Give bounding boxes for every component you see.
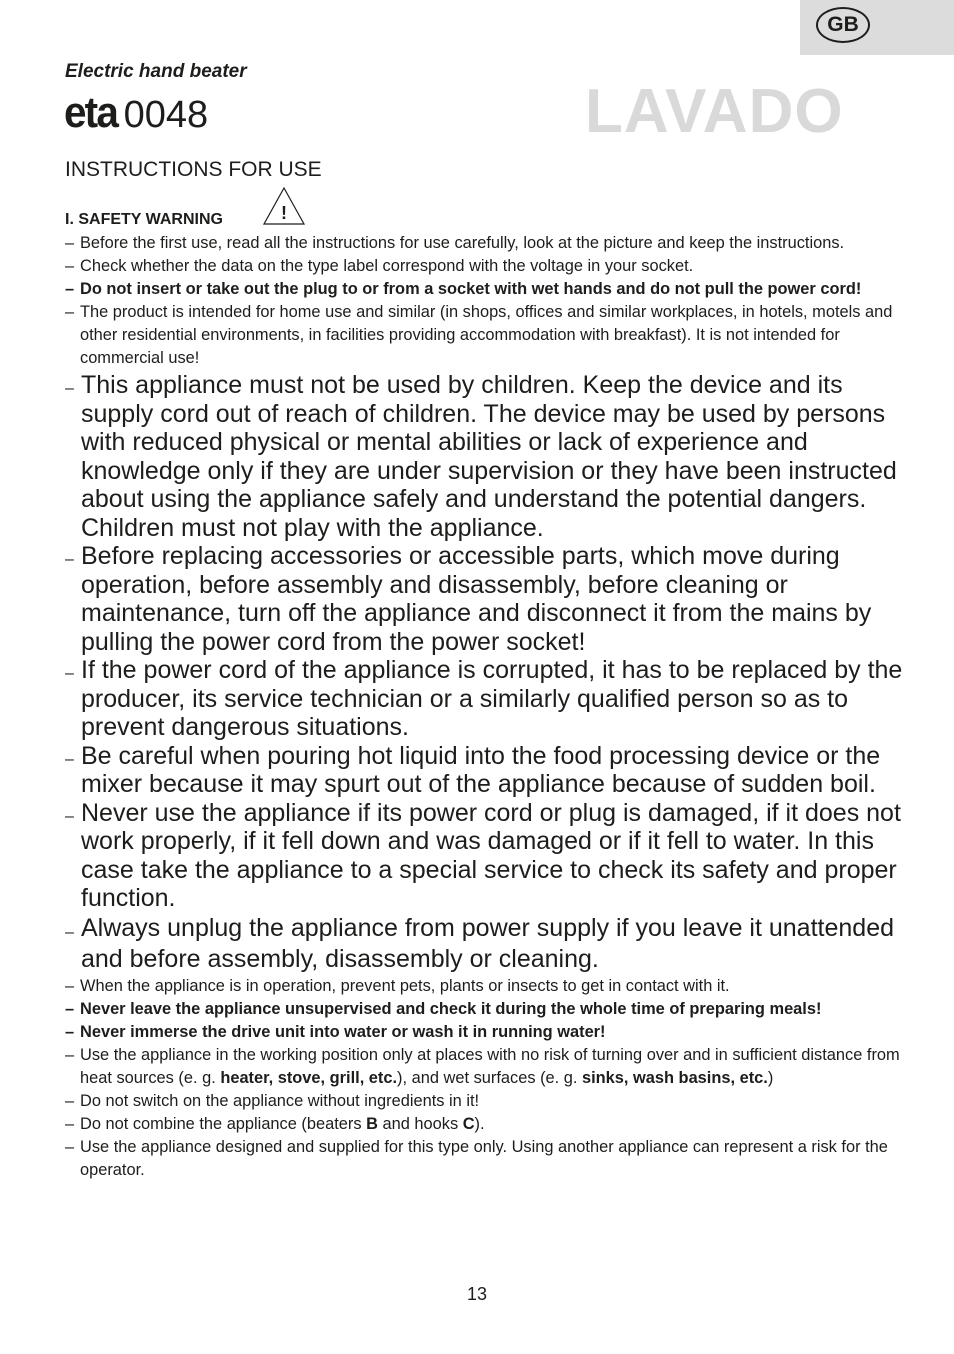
list-item: – Do not switch on the appliance without ingredients in it! — [65, 1090, 910, 1113]
safety-heading: I. SAFETY WARNING — [65, 211, 223, 228]
list-item: – Never immerse the drive unit into water or wash it in running water! — [65, 1021, 910, 1044]
svg-text:!: ! — [281, 203, 287, 223]
list-item: – Do not insert or take out the plug to or from a socket with wet hands and do not pull the power cord! — [65, 278, 910, 301]
list-item: – Check whether the data on the type label correspond with the voltage in your socket. — [65, 255, 910, 278]
brand-logo: eta — [64, 88, 117, 137]
list-item-large: – Never use the appliance if its power cord or plug is damaged, if it does not work properly, if it fell down and was damaged or if it fell to water. In this case take the appliance to a special service to check its safety and proper function. — [65, 799, 910, 913]
item-bold-text: B — [366, 1114, 378, 1133]
model-number: 0048 — [123, 94, 209, 136]
list-item: – Never leave the appliance unsupervised and check it during the whole time of preparing meals! — [65, 998, 910, 1021]
product-name-logo: LAVADO — [585, 77, 844, 146]
list-item-large: – This appliance must not be used by children. Keep the device and its supply cord out of reach of children. The device may be used by persons with reduced physical or mental abilities or lack of experience and knowledge only if they are under supervision or they have been instructed about using the appliance safely and understand the potential dangers. Children must not play with the appliance. — [65, 371, 910, 542]
list-item-large: – Be careful when pouring hot liquid into the food processing device or the mixer because it may spurt out of the appliance because of sudden boil. — [65, 742, 910, 799]
item-bold-text: C — [462, 1114, 475, 1133]
item-bold-text: sinks, wash basins, etc. — [581, 1068, 768, 1087]
list-item: – Use the appliance designed and supplied for this type only. Using another appliance can represent a risk for the operator. — [65, 1136, 910, 1182]
list-item: – Before the first use, read all the instructions for use carefully, look at the picture and keep the instructions. — [65, 232, 910, 255]
item-text: Do not combine the appliance (beaters — [80, 1114, 367, 1133]
list-item — [65, 1044, 910, 1090]
item-text: ), and wet surfaces (e. g. — [397, 1068, 582, 1087]
safety-list — [65, 232, 910, 1182]
list-item-large: – Before replacing accessories or accessible parts, which move during operation, before assembly and disassembly, before cleaning or maintenance, turn off the appliance and disconnect it from the mains by pulling the power cord from the power socket! — [65, 542, 910, 656]
list-item: – When the appliance is in operation, prevent pets, plants or insects to get in contact with it. — [65, 975, 910, 998]
product-subtitle: Electric hand beater — [65, 61, 247, 82]
warning-triangle-icon — [262, 186, 306, 226]
item-bold-text: heater, stove, grill, etc. — [220, 1068, 398, 1087]
page-number: 13 — [466, 1284, 488, 1304]
list-item-large: – If the power cord of the appliance is corrupted, it has to be replaced by the producer, its service technician or a similarly qualified person so as to prevent dangerous situations. — [65, 656, 910, 742]
item-text: ) — [767, 1068, 774, 1087]
language-badge: GB — [816, 7, 870, 43]
section-title: INSTRUCTIONS FOR USE — [65, 158, 322, 181]
item-text: Use the appliance in the working position only at places with no risk of turning over and in sufficient distance from heat sources (e. g. — [80, 1045, 900, 1087]
item-text: ). — [474, 1114, 485, 1133]
model-heading — [64, 88, 208, 138]
item-text: and hooks — [377, 1114, 463, 1133]
list-item: – The product is intended for home use and similar (in shops, offices and similar workplaces, in hotels, motels and other residential environments, in facilities providing accommodation with breakfast). It is not intended for commercial use! — [65, 301, 910, 370]
list-item-large: – Always unplug the appliance from power supply if you leave it unattended and before assembly, disassembly or cleaning. — [65, 913, 910, 975]
list-item — [65, 1113, 910, 1136]
